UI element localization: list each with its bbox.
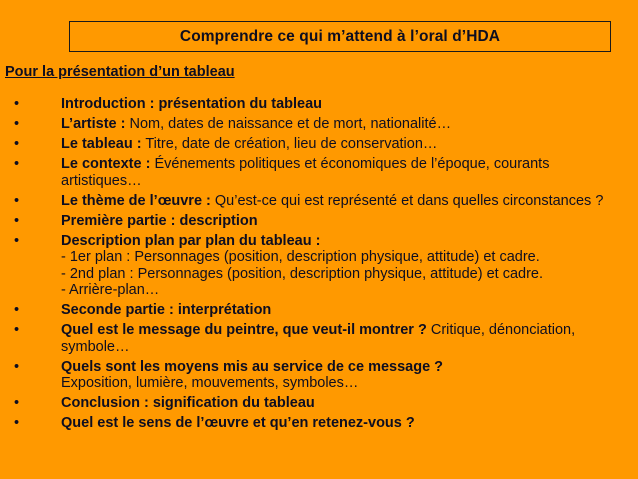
item-heading: L’artiste :: [61, 116, 126, 132]
item-heading: Description plan par plan du tableau :: [61, 232, 321, 249]
item-subline: - 2nd plan : Personnages (position, description physique, attitude) et cadre.: [61, 265, 544, 282]
bullet-icon: •: [14, 96, 20, 112]
item-heading: Le contexte :: [61, 156, 151, 172]
list-item: [0, 193, 630, 210]
list-item: [0, 96, 630, 113]
item-text: Qu’est-ce qui est représenté et dans quelles circonstances ?: [210, 192, 604, 209]
item-heading: Première partie : description: [61, 212, 258, 229]
bullet-icon: •: [14, 212, 20, 229]
item-text: Nom, dates de naissance et de mort, nationalité…: [125, 116, 452, 132]
list-item: [0, 233, 630, 299]
item-text: Titre, date de création, lieu de conservation…: [141, 136, 438, 152]
bullet-icon: •: [14, 232, 20, 249]
list-item: [0, 395, 630, 412]
list-item: [0, 213, 630, 230]
item-heading: Quels sont les moyens mis au service de ce message ?: [61, 358, 444, 375]
bullet-icon: •: [14, 395, 20, 411]
list-item: [0, 322, 630, 355]
item-subline: - Arrière-plan…: [61, 282, 160, 298]
item-subline: Exposition, lumière, mouvements, symboles…: [61, 375, 359, 391]
list-item: [0, 116, 630, 133]
bullet-icon: •: [14, 358, 20, 375]
list-item: [0, 359, 630, 392]
bullet-icon: •: [14, 136, 20, 152]
list-item: [0, 302, 630, 319]
item-heading: Le tableau :: [61, 136, 142, 152]
bullet-icon: •: [14, 156, 20, 172]
list-item: [0, 415, 630, 432]
page-title: Comprendre ce qui m’attend à l’oral d’HDA: [179, 27, 501, 45]
bullet-list: [0, 96, 630, 435]
list-item: [0, 136, 630, 153]
item-heading: Le thème de l’œuvre :: [61, 192, 211, 209]
bullet-icon: •: [14, 415, 20, 431]
bullet-icon: •: [14, 302, 20, 318]
bullet-icon: •: [14, 322, 20, 338]
item-text: Événements politiques et économiques de l’époque, courants artistiques…: [61, 156, 550, 189]
item-heading: Seconde partie : interprétation: [61, 302, 272, 318]
item-heading: Introduction : présentation du tableau: [61, 96, 322, 112]
item-subline: - 1er plan : Personnages (position, description physique, attitude) et cadre.: [61, 249, 540, 265]
section-subtitle: Pour la présentation d’un tableau: [5, 64, 235, 80]
item-heading: Quel est le message du peintre, que veut-il montrer ?: [61, 322, 427, 338]
bullet-icon: •: [14, 116, 20, 132]
item-heading: Quel est le sens de l’œuvre et qu’en retenez-vous ?: [61, 415, 415, 431]
item-heading: Conclusion : signification du tableau: [61, 395, 315, 411]
bullet-icon: •: [14, 192, 20, 209]
item-text: Critique, dénonciation, symbole…: [61, 322, 576, 355]
list-item: [0, 156, 630, 189]
title-box: [69, 21, 611, 52]
